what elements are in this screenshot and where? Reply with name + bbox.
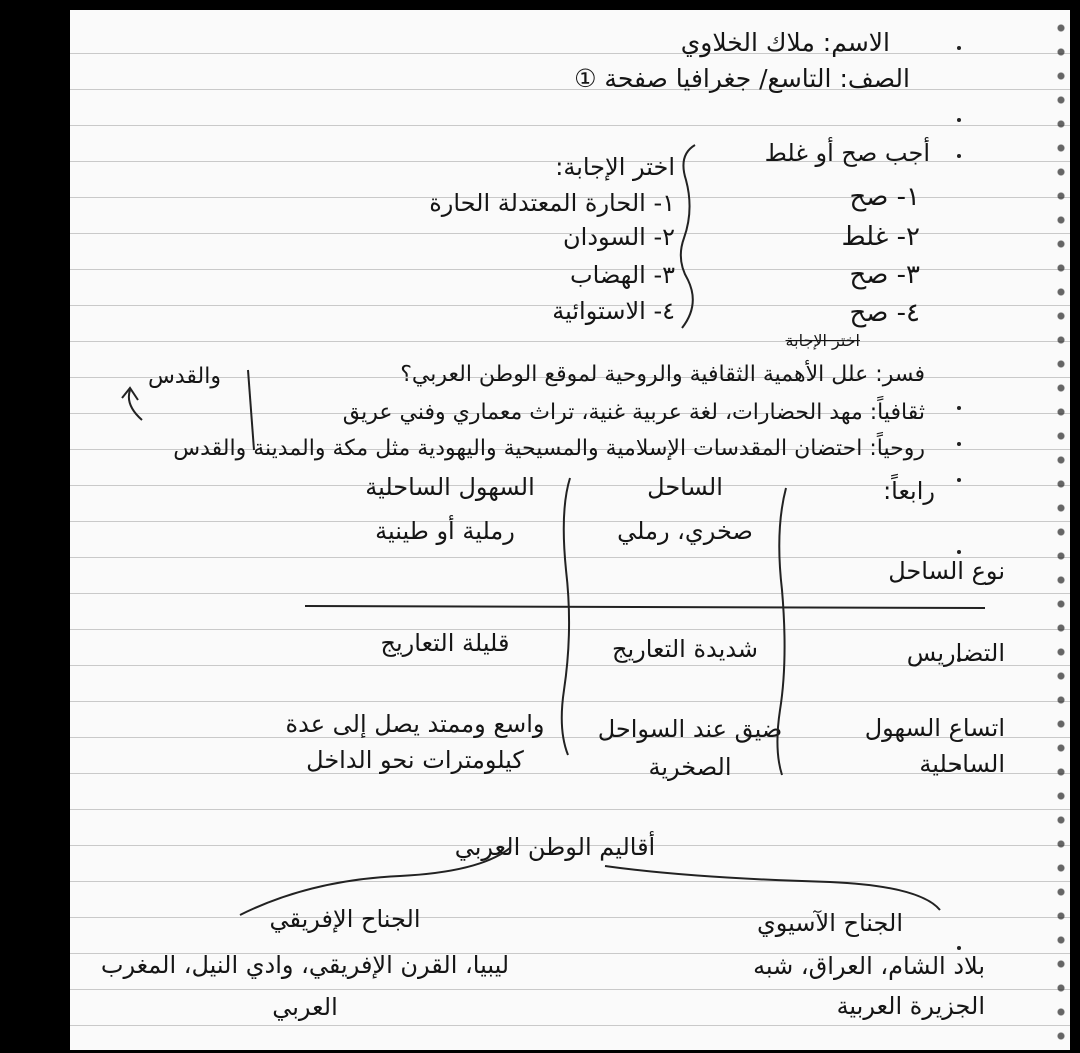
row1-plains: رملية أو طينية [375, 517, 515, 545]
choose-answer-4: ٤- الاستوائية [552, 297, 675, 325]
choose-answer-3: ٣- الهضاب [570, 261, 675, 289]
class-page: الصف: التاسع/ جغرافيا صفحة ① [574, 64, 910, 93]
african-wing-title: الجناح الإفريقي [269, 905, 421, 933]
explain-question: فسر: علل الأهمية الثقافية والروحية لموقع الوطن العربي؟ [400, 362, 925, 387]
student-name: الاسم: ملاك الخلاوي [680, 28, 890, 57]
column-plains-header: السهول الساحلية [365, 473, 535, 501]
row1-coast: صخري، رملي [617, 517, 753, 545]
choose-heading: اختر الإجابة: [555, 153, 675, 181]
notebook-page [70, 10, 1070, 1050]
hand-drawn-strokes [70, 10, 1070, 1050]
row2-plains: قليلة التعاريج [380, 629, 510, 657]
row2-coast: شديدة التعاريج [611, 635, 759, 663]
choose-answer-1: ١- الحارة المعتدلة الحارة [429, 189, 675, 217]
section-four-label: رابعاً: [883, 477, 935, 505]
row3-plains: واسع وممتد يصل إلى عدة كيلومترات نحو الداخل [285, 710, 545, 774]
true-false-heading: أجب صح أو غلط [764, 139, 930, 167]
choose-answer-2: ٢- السودان [563, 223, 675, 251]
tf-answer-1: ١- صح [849, 182, 920, 212]
african-wing-text: ليبيا، القرن الإفريقي، وادي النيل، المغرب العربي [100, 951, 510, 1021]
tf-answer-4: ٤- صح [849, 298, 920, 328]
row1-label: نوع الساحل [888, 557, 1005, 585]
explain-insert: والقدس [148, 364, 221, 389]
crossed-word: اختر الإجابة [785, 331, 860, 350]
tf-answer-2: ٢- غلط [841, 222, 920, 252]
explain-spiritual: روحياً: احتضان المقدسات الإسلامية والمسيحية واليهودية مثل مكة والمدينة والقدس [173, 436, 925, 461]
row3-coast: ضيق عند السواحل الصخرية [597, 715, 783, 781]
row3-label: اتساع السهول الساحلية [864, 714, 1005, 778]
explain-cultural: ثقافياً: مهد الحضارات، لغة عربية غنية، تراث معماري وفني عريق [342, 400, 925, 425]
regions-title: أقاليم الوطن العربي [454, 833, 656, 861]
tf-answer-3: ٣- صح [849, 260, 920, 290]
asian-wing-title: الجناح الآسيوي [756, 909, 904, 937]
column-coast-header: الساحل [647, 473, 723, 501]
asian-wing-text: بلاد الشام، العراق، شبه الجزيرة العربية [753, 952, 985, 1020]
row2-label: التضاريس [906, 639, 1005, 667]
